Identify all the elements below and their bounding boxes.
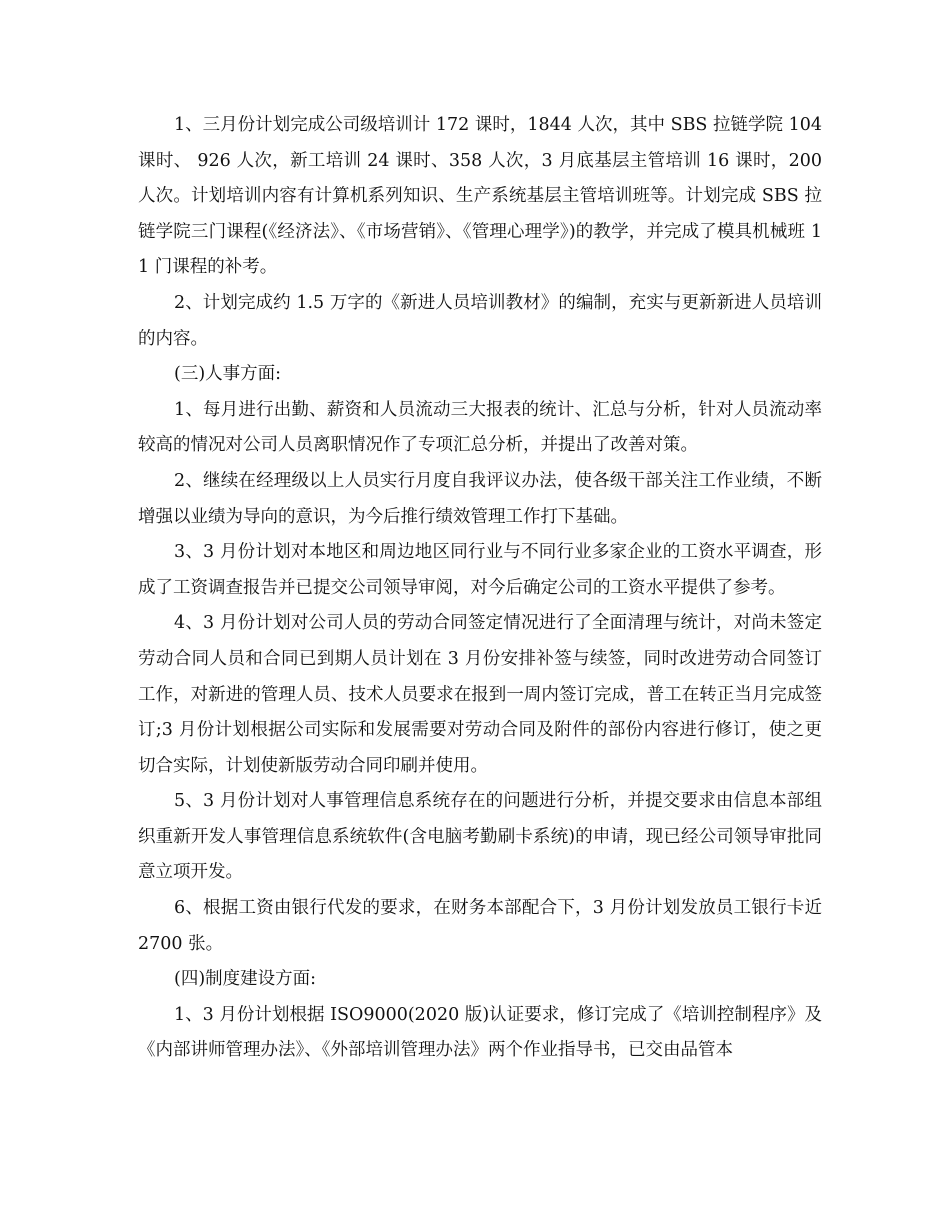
paragraph-bank-cards: 6、根据工资由银行代发的要求，在财务本部配合下，3 月份计划发放员工银行卡近 2700 张。 (138, 898, 822, 954)
section-heading-institution: (四)制度建设方面: (174, 969, 317, 990)
paragraph-iso-revision: 1、3 月份计划根据 ISO9000(2020 版)认证要求，修订完成了《培训控制程序》及《内部讲师管理办法》、《外部培训管理办法》两个作业指导书，已交由品管本 (138, 1004, 822, 1061)
section-heading-personnel: (三)人事方面: (174, 364, 282, 385)
paragraph-labor-contracts: 4、3 月份计划对公司人员的劳动合同签定情况进行了全面清理与统计，对尚未签定劳动合同人员和合同已到期人员计划在 3 月份安排补签与续签，同时改进劳动合同签订工作，对新进的管理人员、技术人员要求在报到一周内签订完成，普工在转正当月完成签订;3 月份计划根据公司实际和发展需要对劳动合同及附件的部份内容进行修订，使之更切合实际，计划使新版劳动合同印刷并使用。 (138, 613, 822, 776)
paragraph-training-materials: 2、计划完成约 1.5 万字的《新进人员培训教材》的编制，充实与更新新进人员培训的内容。 (138, 292, 822, 349)
paragraph-reports: 1、每月进行出勤、薪资和人员流动三大报表的统计、汇总与分析，针对人员流动率较高的情况对公司人员离职情况作了专项汇总分析，并提出了改善对策。 (138, 399, 822, 456)
paragraph-hr-system: 5、3 月份计划对人事管理信息系统存在的问题进行分析，并提交要求由信息本部组织重新开发人事管理信息系统软件(含电脑考勤刷卡系统)的申请，现已经公司领导审批同意立项开发。 (138, 791, 822, 883)
paragraph-training-plan: 1、三月份计划完成公司级培训计 172 课时，1844 人次，其中 SBS 拉链学院 104 课时、 926 人次，新工培训 24 课时、358 人次，3 月底基层主管培训 16 课时，200 人次。计划培训内容有计算机系列知识、生产系统基层主管培训班等。计划完成 SBS 拉链学院三门课程(《经济法》、《市场营销》、《管理心理学》)的教学，并完成了模具机械班 11 门课程的补考。 (138, 115, 822, 278)
paragraph-self-evaluation: 2、继续在经理级以上人员实行月度自我评议办法，使各级干部关注工作业绩，不断增强以业绩为导向的意识，为今后推行绩效管理工作打下基础。 (138, 470, 822, 527)
paragraph-wage-survey: 3、3 月份计划对本地区和周边地区同行业与不同行业多家企业的工资水平调查，形成了工资调查报告并已提交公司领导审阅，对今后确定公司的工资水平提供了参考。 (138, 542, 822, 598)
